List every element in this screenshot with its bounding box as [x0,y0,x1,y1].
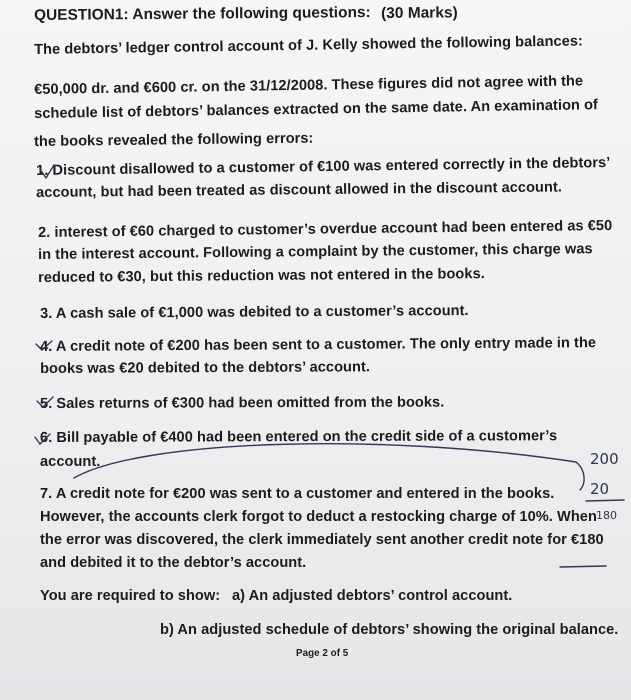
curve-mark [74,444,576,478]
error-item-2: reduced to €30, but this reduction was not entered in the books. [38,266,485,286]
error-item-2: in the interest account. Following a complaint by the customer, this charge was [38,241,593,263]
intro-line: €50,000 dr. and €600 cr. on the 31/12/2008. These figures did not agree with the [34,73,584,98]
error-item-1: 1. Discount disallowed to a customer of €100 was entered correctly in the debtors’ [36,154,611,179]
requirements-lead: You are required to show: [40,588,221,604]
handwritten-number: 180 [596,509,617,522]
question-marks: (30 Marks) [381,4,458,22]
tick-mark-1 [40,165,54,178]
error-item-2: 2. interest of €60 charged to customer’s overdue account had been entered as €50 [38,217,613,241]
intro-line: the books revealed the following errors: [34,130,314,150]
intro-line: The debtors’ ledger control account of J. Kelly showed the following balances: [34,33,584,58]
error-item-7: and debited it to the debtor’s account. [40,555,307,571]
bracket-mark [576,462,584,490]
error-item-5: 5. Sales returns of €300 had been omitted from the books. [40,394,445,412]
error-item-4: 4. A credit note of €200 has been sent to a customer. The only entry made in the [40,335,597,355]
error-item-4: books was €20 debited to the debtors’ account. [40,359,371,377]
error-item-7: 7. A credit note for €200 was sent to a customer and entered in the books. [40,486,555,502]
error-item-1: account, but had been treated as discount allowed in the discount account. [36,179,563,201]
error-item-7: However, the accounts clerk forgot to deduct a restocking charge of 10%. When [40,509,597,525]
error-item-7: the error was discovered, the clerk immediately sent another credit note for €180 [40,532,604,548]
handwritten-number: 200 [590,450,619,468]
underline-mark [560,566,606,567]
underline-mark [586,500,624,501]
tick-mark-6 [35,434,50,444]
handwritten-number: 20 [590,480,610,498]
error-item-6: account. [40,454,101,470]
tick-mark-5 [37,397,53,407]
tick-mark-4 [36,341,52,350]
intro-line: schedule list of debtors’ balances extracted on the same date. An examination of [34,97,599,122]
error-item-3: 3. A cash sale of €1,000 was debited to a customer’s account. [40,303,469,322]
requirement-b: b) An adjusted schedule of debtors’ showing the original balance. [160,622,619,638]
page-number: Page 2 of 5 [296,648,349,659]
requirement-a: a) An adjusted debtors’ control account. [232,588,513,604]
error-item-6: 6. Bill payable of €400 had been entered on the credit side of a customer’s [40,428,558,446]
question-heading: QUESTION1: Answer the following questions: [34,4,371,24]
